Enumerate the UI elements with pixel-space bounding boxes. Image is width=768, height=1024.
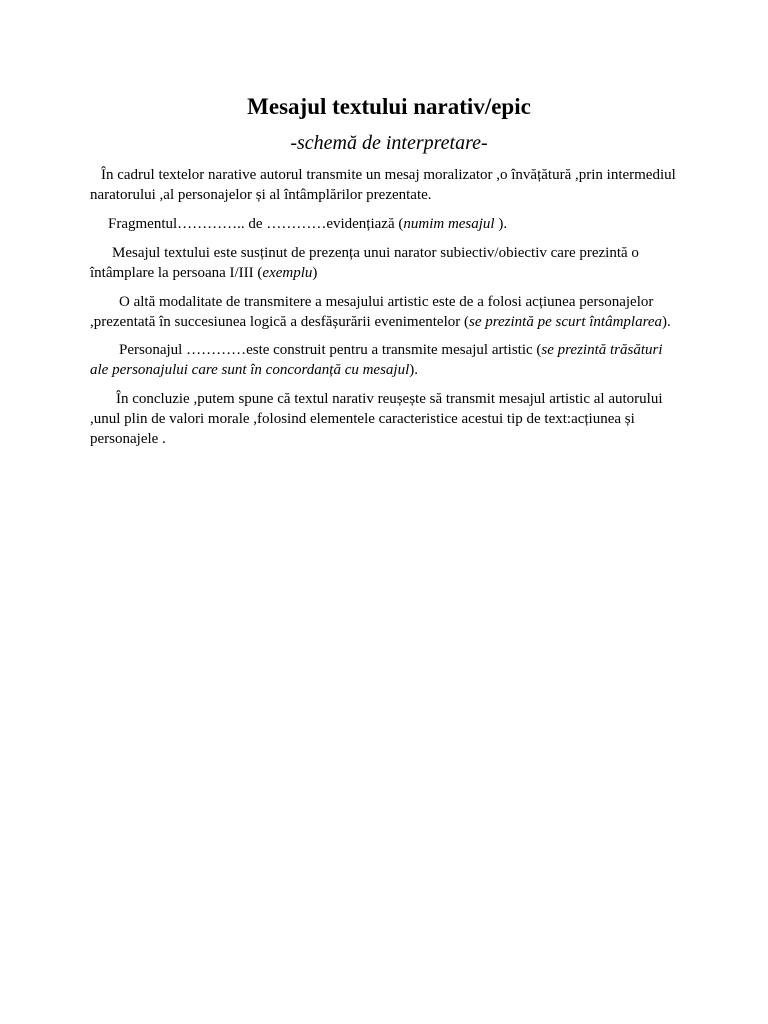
paragraph-narrator-end: ) (312, 265, 318, 281)
paragraph-fragment (90, 214, 680, 234)
paragraph-narrator-text: Mesajul textului este susținut de prezența unui narator subiectiv/obiectiv care prezintă o întâmplare la persoana I/III ( (90, 245, 639, 281)
paragraph-narrator (90, 243, 680, 283)
paragraph-character (90, 340, 680, 380)
paragraph-fragment-text: Fragmentul………….. de …………evidențiază ( (108, 216, 404, 232)
paragraph-action-text: O altă modalitate de transmitere a mesajului artistic este de a folosi acțiunea personajelor ,prezentată în succesiunea logică a desfășurării evenimentelor ( (90, 294, 654, 330)
paragraph-fragment-italic: numim mesajul (403, 216, 495, 232)
paragraph-conclusion: În concluzie ,putem spune că textul narativ reușește să transmit mesajul artistic al autorului ,unul plin de valori morale ,folosind elementele caracteristice acestui tip de text:acțiunea și personajele . (90, 391, 663, 447)
document-title: Mesajul textului narativ/epic (247, 94, 531, 119)
paragraph-action-end: ). (662, 314, 671, 330)
paragraph-action-italic: se prezintă pe scurt întâmplarea (468, 314, 663, 330)
paragraph-narrator-italic: exemplu (262, 265, 313, 281)
paragraph-intro: În cadrul textelor narative autorul transmite un mesaj moralizator ,o învățătură ,prin intermediul naratorului ,al personajelor și al întâmplărilor prezentate. (90, 167, 676, 203)
paragraph-character-text: Personajul …………este construit pentru a transmite mesajul artistic ( (119, 342, 542, 358)
paragraph-character-end: ). (409, 362, 419, 378)
paragraph-fragment-end: ). (494, 216, 508, 232)
document-page (90, 92, 680, 449)
paragraph-character-italic: se prezintă trăsături ale personajului care sunt în concordanță cu mesajul (90, 342, 663, 378)
paragraph-action (90, 292, 680, 332)
document-subtitle: -schemă de interpretare- (290, 132, 488, 154)
